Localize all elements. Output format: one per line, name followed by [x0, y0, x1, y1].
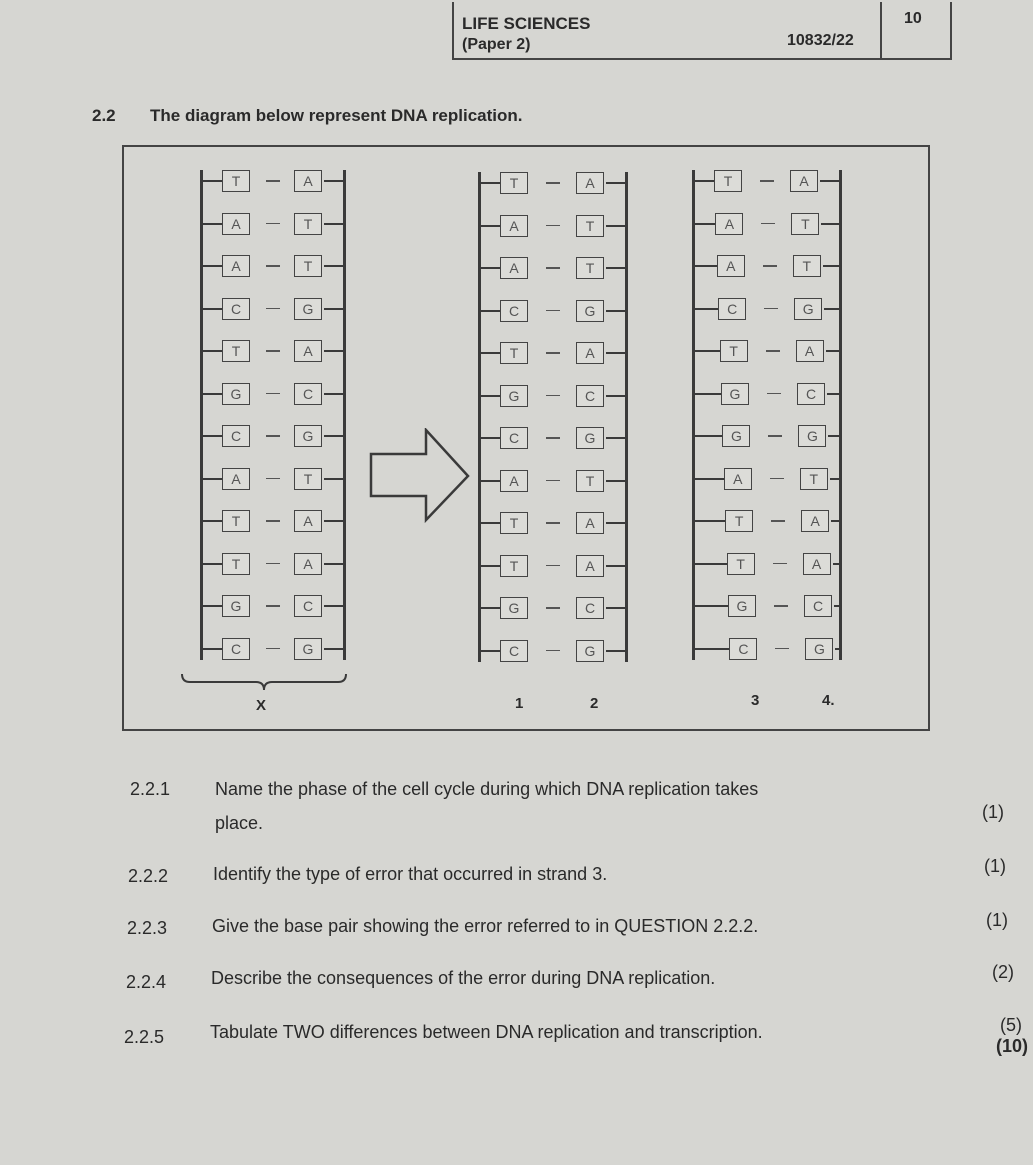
base-right: T [800, 468, 828, 490]
base-pair [478, 555, 628, 577]
subject-title: LIFE SCIENCES [462, 14, 591, 33]
base-right: A [790, 170, 818, 192]
base-right: T [576, 215, 604, 237]
base-right: G [294, 425, 322, 447]
base-left: A [717, 255, 745, 277]
base-pair [200, 255, 346, 277]
sugar-phosphate-link [692, 478, 724, 480]
question-text: Name the phase of the cell cycle during which DNA replication takes [215, 779, 759, 799]
sugar-phosphate-link [692, 180, 714, 182]
base-pair [692, 425, 842, 447]
base-right: G [798, 425, 826, 447]
hydrogen-bond [546, 310, 560, 312]
base-left: T [720, 340, 748, 362]
sugar-phosphate-link [692, 393, 721, 395]
base-right: A [576, 512, 604, 534]
sugar-phosphate-link [478, 522, 500, 524]
label-strand-3: 3 [751, 692, 760, 709]
hydrogen-bond [546, 395, 560, 397]
base-right: A [294, 340, 322, 362]
sugar-phosphate-link [692, 308, 718, 310]
ladder-original-x [200, 170, 346, 670]
label-strand-1: 1 [515, 695, 524, 712]
question-marks: (2) [992, 962, 1014, 982]
base-right: T [576, 470, 604, 492]
base-right: G [805, 638, 833, 660]
hydrogen-bond [266, 350, 280, 352]
base-pair [200, 553, 346, 575]
hydrogen-bond [546, 522, 560, 524]
base-left: T [500, 342, 528, 364]
sugar-phosphate-link [478, 480, 500, 482]
sugar-phosphate-link [823, 265, 842, 267]
question-marks: (1) [984, 856, 1006, 876]
base-pair [200, 468, 346, 490]
sugar-phosphate-link [692, 605, 728, 607]
base-right: T [294, 468, 322, 490]
question-number: 2.2.3 [127, 918, 168, 938]
sugar-phosphate-link [200, 265, 222, 267]
question-marks: (1) [986, 910, 1008, 930]
base-pair [200, 638, 346, 660]
sugar-phosphate-link [200, 605, 222, 607]
sugar-phosphate-link [692, 648, 729, 650]
hydrogen-bond [766, 350, 780, 352]
hydrogen-bond [546, 480, 560, 482]
hydrogen-bond [546, 437, 560, 439]
arrow-icon [368, 428, 472, 524]
sugar-phosphate-link [606, 565, 628, 567]
base-pair [478, 385, 628, 407]
base-left: C [222, 298, 250, 320]
question-number: 2.2.4 [126, 972, 167, 992]
sugar-phosphate-link [478, 182, 500, 184]
paper-label: (Paper 2) [462, 36, 531, 53]
page-header [452, 2, 952, 60]
sugar-phosphate-link [827, 393, 842, 395]
hydrogen-bond [770, 478, 784, 480]
base-right: T [791, 213, 819, 235]
base-left: G [500, 597, 528, 619]
base-left: C [718, 298, 746, 320]
hydrogen-bond [266, 223, 280, 225]
base-right: C [576, 597, 604, 619]
base-pair [692, 383, 842, 405]
base-right: A [576, 172, 604, 194]
base-left: C [500, 427, 528, 449]
hydrogen-bond [546, 267, 560, 269]
base-right: A [294, 510, 322, 532]
base-left: T [714, 170, 742, 192]
sugar-phosphate-link [200, 435, 222, 437]
hydrogen-bond [773, 563, 787, 565]
sugar-phosphate-link [835, 648, 842, 650]
base-right: C [294, 383, 322, 405]
sugar-phosphate-link [200, 478, 222, 480]
base-pair [478, 512, 628, 534]
base-pair [478, 342, 628, 364]
paper-code: 10832/22 [787, 32, 854, 49]
base-right: A [294, 553, 322, 575]
base-pair [478, 172, 628, 194]
sugar-phosphate-link [606, 522, 628, 524]
base-pair [692, 255, 842, 277]
hydrogen-bond [266, 520, 280, 522]
base-right: T [793, 255, 821, 277]
base-pair [692, 298, 842, 320]
question-text-cont: place. [215, 813, 264, 833]
backbone-left [478, 172, 481, 662]
base-right: C [797, 383, 825, 405]
base-pair [200, 298, 346, 320]
base-left: A [222, 213, 250, 235]
base-right: C [804, 595, 832, 617]
hydrogen-bond [266, 435, 280, 437]
base-left: T [500, 555, 528, 577]
hydrogen-bond [764, 308, 778, 310]
ladder-strands-1-2 [478, 172, 628, 672]
sugar-phosphate-link [834, 605, 842, 607]
sugar-phosphate-link [200, 520, 222, 522]
sugar-phosphate-link [200, 180, 222, 182]
base-left: T [500, 172, 528, 194]
base-left: A [500, 257, 528, 279]
sugar-phosphate-link [820, 180, 842, 182]
sugar-phosphate-link [606, 225, 628, 227]
hydrogen-bond [760, 180, 774, 182]
hydrogen-bond [546, 607, 560, 609]
sugar-phosphate-link [478, 437, 500, 439]
base-right: G [576, 427, 604, 449]
base-pair [692, 510, 842, 532]
base-pair [478, 470, 628, 492]
backbone-left [200, 170, 203, 660]
sugar-phosphate-link [606, 182, 628, 184]
sugar-phosphate-link [200, 563, 222, 565]
sugar-phosphate-link [200, 350, 222, 352]
base-right: G [576, 300, 604, 322]
base-left: A [724, 468, 752, 490]
sugar-phosphate-link [828, 435, 842, 437]
label-strand-2: 2 [590, 695, 599, 712]
base-left: G [222, 595, 250, 617]
base-pair [692, 595, 842, 617]
base-left: C [729, 638, 757, 660]
hydrogen-bond [266, 648, 280, 650]
base-left: T [222, 553, 250, 575]
sugar-phosphate-link [692, 223, 715, 225]
base-pair [200, 595, 346, 617]
hydrogen-bond [266, 563, 280, 565]
base-left: T [222, 170, 250, 192]
sugar-phosphate-link [606, 395, 628, 397]
sugar-phosphate-link [821, 223, 842, 225]
hydrogen-bond [546, 650, 560, 652]
sugar-phosphate-link [833, 563, 842, 565]
base-pair [478, 300, 628, 322]
base-pair [692, 468, 842, 490]
sugar-phosphate-link [324, 648, 346, 650]
sugar-phosphate-link [826, 350, 842, 352]
question-marks: (5) [1000, 1015, 1022, 1035]
base-pair [478, 640, 628, 662]
hydrogen-bond [266, 478, 280, 480]
hydrogen-bond [266, 308, 280, 310]
sugar-phosphate-link [478, 650, 500, 652]
sugar-phosphate-link [324, 605, 346, 607]
base-pair [692, 638, 842, 660]
base-right: G [576, 640, 604, 662]
base-right: A [576, 555, 604, 577]
sugar-phosphate-link [830, 478, 842, 480]
sugar-phosphate-link [478, 225, 500, 227]
backbone-left [692, 170, 695, 660]
hydrogen-bond [546, 565, 560, 567]
base-left: G [721, 383, 749, 405]
sugar-phosphate-link [324, 180, 346, 182]
hydrogen-bond [266, 180, 280, 182]
base-pair [692, 340, 842, 362]
ladder-strands-3-4 [692, 170, 842, 670]
base-left: A [500, 470, 528, 492]
backbone-right [625, 172, 628, 662]
question-number: 2.2.2 [128, 866, 169, 886]
base-left: C [500, 640, 528, 662]
sugar-phosphate-link [324, 308, 346, 310]
base-pair [200, 170, 346, 192]
base-left: C [222, 638, 250, 660]
base-pair [692, 170, 842, 192]
base-left: A [222, 468, 250, 490]
hydrogen-bond [763, 265, 777, 267]
base-pair [692, 553, 842, 575]
sugar-phosphate-link [324, 435, 346, 437]
hydrogen-bond [774, 605, 788, 607]
base-left: T [727, 553, 755, 575]
sugar-phosphate-link [478, 565, 500, 567]
sugar-phosphate-link [324, 563, 346, 565]
base-right: G [294, 298, 322, 320]
base-left: C [222, 425, 250, 447]
question-number: 2.2.1 [130, 779, 171, 799]
base-pair [200, 383, 346, 405]
hydrogen-bond [546, 182, 560, 184]
hydrogen-bond [266, 393, 280, 395]
hydrogen-bond [266, 605, 280, 607]
base-left: G [222, 383, 250, 405]
sugar-phosphate-link [606, 437, 628, 439]
label-x: X [256, 697, 267, 714]
sugar-phosphate-link [324, 520, 346, 522]
section-number: 2.2 [92, 106, 116, 125]
section-intro: The diagram below represent DNA replication. [150, 106, 523, 125]
sugar-phosphate-link [606, 650, 628, 652]
hydrogen-bond [768, 435, 782, 437]
sugar-phosphate-link [324, 478, 346, 480]
base-left: T [500, 512, 528, 534]
sugar-phosphate-link [692, 520, 725, 522]
sugar-phosphate-link [692, 350, 720, 352]
base-pair [200, 510, 346, 532]
base-right: A [576, 342, 604, 364]
sugar-phosphate-link [200, 393, 222, 395]
total-marks: (10) [996, 1036, 1029, 1056]
base-right: C [576, 385, 604, 407]
sugar-phosphate-link [478, 607, 500, 609]
sugar-phosphate-link [478, 352, 500, 354]
base-pair [200, 340, 346, 362]
base-right: C [294, 595, 322, 617]
base-left: A [715, 213, 743, 235]
base-right: A [294, 170, 322, 192]
sugar-phosphate-link [324, 223, 346, 225]
base-right: T [294, 213, 322, 235]
base-right: T [294, 255, 322, 277]
base-left: G [500, 385, 528, 407]
bracket-x [180, 672, 350, 694]
question-text: Tabulate TWO differences between DNA replication and transcription. [210, 1022, 763, 1042]
base-right: A [803, 553, 831, 575]
sugar-phosphate-link [324, 350, 346, 352]
question-text: Describe the consequences of the error during DNA replication. [211, 968, 716, 988]
base-right: A [796, 340, 824, 362]
base-pair [478, 215, 628, 237]
sugar-phosphate-link [831, 520, 842, 522]
sugar-phosphate-link [478, 267, 500, 269]
base-pair [478, 597, 628, 619]
question-text: Give the base pair showing the error referred to in QUESTION 2.2.2. [212, 916, 759, 936]
sugar-phosphate-link [692, 563, 727, 565]
base-left: A [222, 255, 250, 277]
base-pair [692, 213, 842, 235]
sugar-phosphate-link [692, 265, 717, 267]
page-number: 10 [904, 10, 922, 27]
hydrogen-bond [546, 352, 560, 354]
base-pair [478, 427, 628, 449]
base-pair [200, 213, 346, 235]
hydrogen-bond [266, 265, 280, 267]
question-number: 2.2.5 [124, 1027, 165, 1047]
backbone-right [839, 170, 842, 660]
sugar-phosphate-link [606, 352, 628, 354]
sugar-phosphate-link [200, 648, 222, 650]
base-left: T [222, 340, 250, 362]
sugar-phosphate-link [824, 308, 842, 310]
base-left: C [500, 300, 528, 322]
sugar-phosphate-link [606, 607, 628, 609]
label-strand-4: 4. [822, 692, 835, 709]
base-right: G [794, 298, 822, 320]
sugar-phosphate-link [606, 310, 628, 312]
sugar-phosphate-link [478, 395, 500, 397]
base-left: T [725, 510, 753, 532]
hydrogen-bond [761, 223, 775, 225]
hydrogen-bond [771, 520, 785, 522]
header-divider [880, 2, 882, 58]
hydrogen-bond [775, 648, 789, 650]
sugar-phosphate-link [478, 310, 500, 312]
base-left: G [728, 595, 756, 617]
backbone-right [343, 170, 346, 660]
base-right: A [801, 510, 829, 532]
sugar-phosphate-link [200, 223, 222, 225]
base-left: G [722, 425, 750, 447]
question-text: Identify the type of error that occurred in strand 3. [213, 864, 608, 884]
sugar-phosphate-link [606, 267, 628, 269]
base-pair [478, 257, 628, 279]
sugar-phosphate-link [606, 480, 628, 482]
base-left: T [222, 510, 250, 532]
base-left: A [500, 215, 528, 237]
base-right: G [294, 638, 322, 660]
hydrogen-bond [546, 225, 560, 227]
sugar-phosphate-link [324, 393, 346, 395]
base-pair [200, 425, 346, 447]
hydrogen-bond [767, 393, 781, 395]
question-marks: (1) [982, 802, 1004, 822]
sugar-phosphate-link [200, 308, 222, 310]
base-right: T [576, 257, 604, 279]
sugar-phosphate-link [692, 435, 722, 437]
sugar-phosphate-link [324, 265, 346, 267]
